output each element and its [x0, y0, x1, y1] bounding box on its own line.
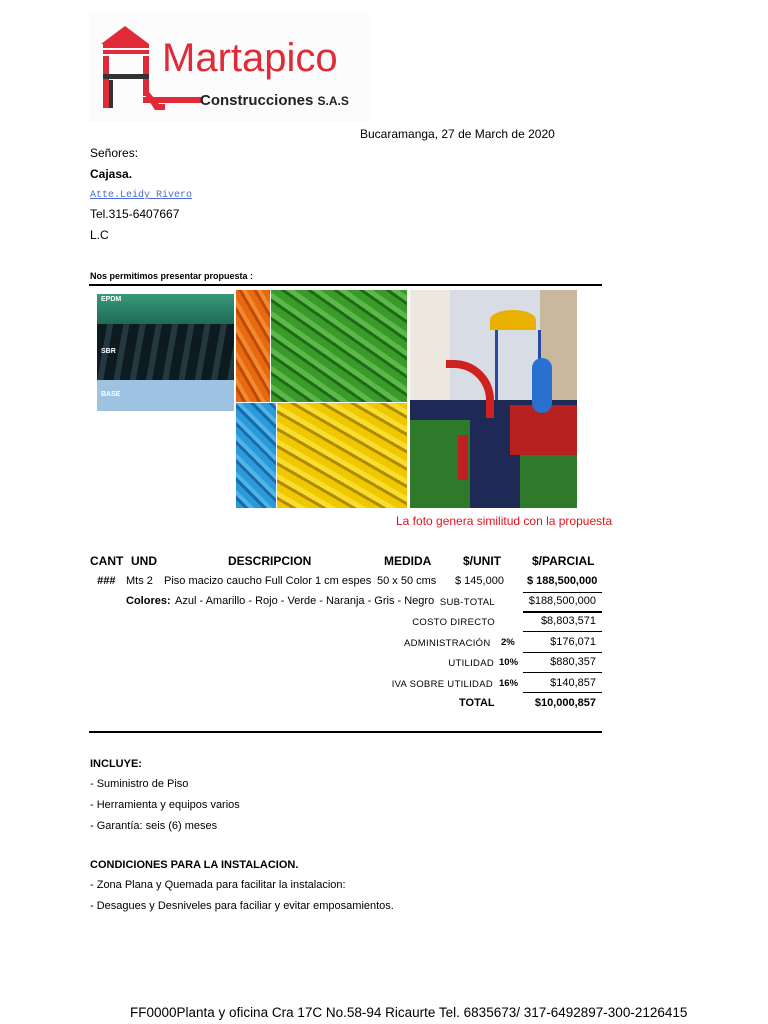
floor-green-2	[520, 455, 577, 508]
date-line: Bucaramanga, 27 de March de 2020	[360, 127, 555, 141]
attention-link[interactable]: Atte.Leidy Rivero	[90, 190, 193, 201]
spring-rider	[458, 435, 468, 480]
green-granules-photo	[271, 290, 407, 402]
admin-value: $176,071	[550, 636, 596, 648]
costo-value: $8,803,571	[540, 615, 596, 627]
iva-pct: 16%	[499, 678, 519, 689]
divider-top	[89, 284, 602, 286]
incluye-item: - Garantía: seis (6) meses	[90, 820, 218, 832]
iva-label: IVA SOBRE UTILIDAD	[391, 679, 493, 690]
intro-text: Nos permitimos presentar propuesta :	[90, 271, 254, 281]
condiciones-item: - Zona Plana y Quemada para facilitar la instalacion:	[90, 879, 346, 891]
orange-granules-photo	[236, 290, 270, 402]
city: L.C	[90, 228, 109, 242]
costo-line	[523, 631, 602, 632]
company-name: Cajasa.	[90, 167, 133, 181]
item-cant: ###	[97, 575, 116, 587]
brand-subtitle	[200, 92, 349, 109]
costo-label: COSTO DIRECTO	[412, 617, 495, 628]
col-cant: CANT	[90, 554, 124, 568]
brand-sub-text: Construcciones	[200, 92, 314, 109]
util-value: $880,357	[550, 656, 596, 668]
item-unit: $ 145,000	[455, 575, 504, 587]
admin-pct: 2%	[501, 637, 515, 648]
util-pct: 10%	[499, 657, 519, 668]
admin-label: ADMINISTRACIÓN	[404, 638, 491, 649]
total-label: TOTAL	[459, 697, 495, 709]
layers-photo	[97, 294, 234, 411]
salutation: Señores:	[90, 146, 139, 160]
col-medida: MEDIDA	[384, 554, 432, 568]
layer-label-epdm: EPDM	[101, 296, 122, 303]
photo-caption: La foto genera similitud con la propuesta	[396, 514, 613, 528]
col-unit: $/UNIT	[463, 554, 502, 568]
brand-sas: S.A.S	[317, 94, 349, 108]
col-parcial: $/PARCIAL	[532, 554, 595, 568]
item-desc: Piso macizo caucho Full Color 1 cm espes	[164, 575, 372, 587]
logo-underline-icon	[143, 92, 203, 104]
subtotal-bottom-line	[523, 611, 602, 613]
subtotal-value: $188,500,000	[528, 595, 596, 607]
item-und: Mts 2	[126, 575, 153, 587]
col-und: UND	[131, 554, 157, 568]
admin-line	[523, 652, 602, 653]
layer-label-sbr: SBR	[101, 348, 116, 355]
brand-name: Martapico	[162, 36, 338, 80]
blue-slide	[532, 358, 552, 413]
subtotal-top-line	[523, 592, 602, 593]
col-desc: DESCRIPCION	[228, 554, 312, 568]
red-slide	[446, 360, 494, 418]
divider-bottom	[89, 731, 602, 733]
subtotal-label: SUB-TOTAL	[439, 597, 495, 608]
tower-roof	[490, 310, 536, 330]
incluye-title: INCLUYE:	[90, 758, 142, 770]
iva-value: $140,857	[550, 677, 596, 689]
util-label: UTILIDAD	[448, 658, 494, 669]
blue-granules-photo	[236, 403, 276, 508]
playground-photo	[410, 290, 577, 508]
yellow-granules-photo	[277, 403, 407, 508]
iva-line	[523, 692, 602, 693]
incluye-item: - Suministro de Piso	[90, 778, 189, 790]
condiciones-item: - Desagues y Desniveles para faciliar y evitar emposamientos.	[90, 900, 394, 912]
layer-label-base: BASE	[101, 391, 121, 398]
building-left	[410, 290, 450, 400]
colores-value: Azul - Amarillo - Rojo - Verde - Naranja - Gris - Negro	[175, 595, 435, 607]
item-parcial: $ 188,500,000	[527, 575, 598, 587]
incluye-item: - Herramienta y equipos varios	[90, 799, 240, 811]
util-line	[523, 672, 602, 673]
condiciones-title: CONDICIONES PARA LA INSTALACION.	[90, 859, 299, 871]
sbr-layer	[97, 324, 234, 380]
footer-address: FF0000Planta y oficina Cra 17C No.58-94 Ricaurte Tel. 6835673/ 317-6492897-300-2126415	[130, 1005, 688, 1020]
total-value: $10,000,857	[534, 697, 596, 709]
phone: Tel.315-6407667	[90, 207, 180, 221]
colores-label: Colores:	[126, 595, 171, 607]
item-medida: 50 x 50 cms	[377, 575, 437, 587]
